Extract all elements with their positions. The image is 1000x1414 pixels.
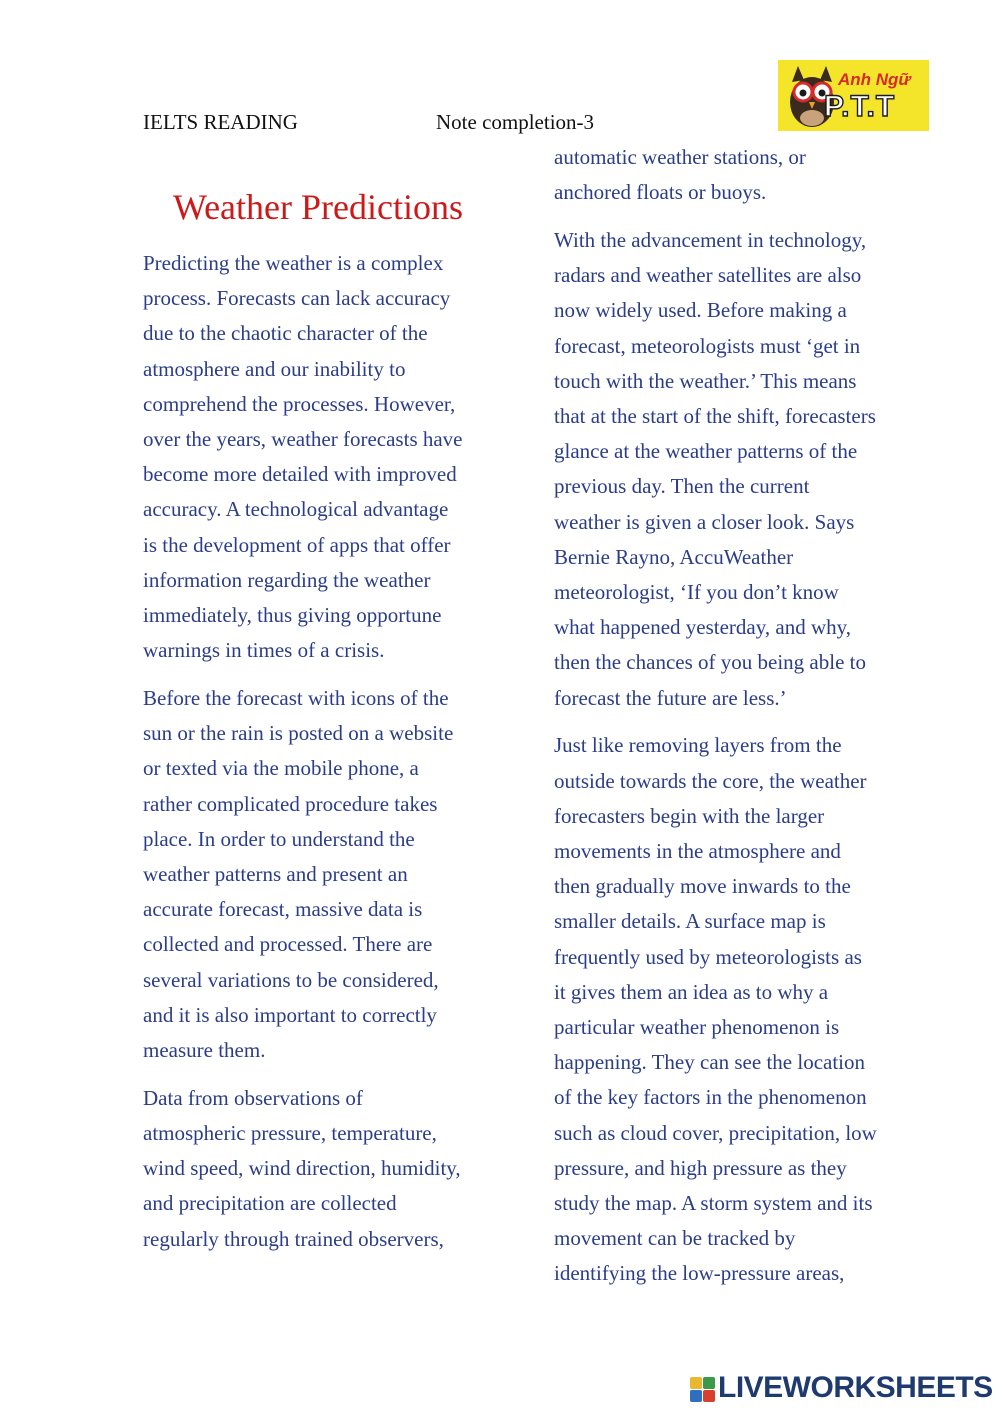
text-line: accurate forecast, massive data is	[143, 897, 423, 922]
liveworksheets-logo-icon	[690, 1375, 716, 1405]
text-line: rather complicated procedure takes	[143, 791, 438, 816]
text-line: or texted via the mobile phone, a	[143, 756, 419, 781]
paragraph	[554, 728, 914, 1291]
paragraph	[554, 223, 914, 716]
logo-bottom-text: P.T.T	[824, 90, 896, 123]
paragraph	[554, 140, 914, 210]
text-line: weather is given a closer look. Says	[554, 509, 855, 534]
text-line: it gives them an idea as to why a	[554, 979, 829, 1004]
text-line: movement can be tracked by	[554, 1226, 796, 1251]
text-line: Before the forecast with icons of the	[143, 686, 449, 711]
logo-top-text: Anh Ngữ	[838, 70, 911, 89]
school-logo	[778, 60, 929, 131]
text-line: identifying the low-pressure areas,	[554, 1261, 845, 1286]
text-line: of the key factors in the phenomenon	[554, 1085, 867, 1110]
text-line: Bernie Rayno, AccuWeather	[554, 544, 794, 569]
paragraph	[143, 681, 498, 1068]
text-line: over the years, weather forecasts have	[143, 427, 463, 452]
text-line: forecasters begin with the larger	[554, 803, 825, 828]
text-line: Data from observations of	[143, 1085, 363, 1110]
text-line: information regarding the weather	[143, 567, 431, 592]
text-line: anchored floats or buoys.	[554, 180, 767, 205]
text-line: and precipitation are collected	[143, 1191, 397, 1216]
text-line: then gradually move inwards to the	[554, 874, 851, 899]
text-line: meteorologist, ‘If you don’t know	[554, 580, 839, 605]
text-line: immediately, thus giving opportune	[143, 603, 442, 628]
text-line: study the map. A storm system and its	[554, 1191, 873, 1216]
text-line: several variations to be considered,	[143, 967, 439, 992]
text-line: regularly through trained observers,	[143, 1226, 444, 1251]
text-line: place. In order to understand the	[143, 826, 415, 851]
header-section-label: IELTS READING	[143, 110, 298, 134]
text-line: wind speed, wind direction, humidity,	[143, 1156, 461, 1181]
text-line: then the chances of you being able to	[554, 650, 866, 675]
text-line: collected and processed. There are	[143, 932, 433, 957]
text-line: and it is also important to correctly	[143, 1002, 437, 1027]
text-line: glance at the weather patterns of the	[554, 439, 858, 464]
text-line: atmosphere and our inability to	[143, 356, 406, 381]
paragraph	[143, 1081, 498, 1257]
text-line: what happened yesterday, and why,	[554, 615, 852, 640]
text-line: With the advancement in technology,	[554, 228, 867, 252]
text-line: frequently used by meteorologists as	[554, 944, 862, 969]
text-line: smaller details. A surface map is	[554, 909, 826, 934]
text-line: happening. They can see the location	[554, 1050, 866, 1075]
text-line: pressure, and high pressure as they	[554, 1155, 847, 1180]
text-line: that at the start of the shift, forecasters	[554, 404, 876, 429]
text-line: radars and weather satellites are also	[554, 263, 862, 288]
paragraph	[143, 246, 498, 668]
text-line: touch with the weather.’ This means	[554, 368, 857, 393]
text-line: Predicting the weather is a complex	[143, 251, 444, 275]
text-line: forecast the future are less.’	[554, 685, 787, 710]
text-line: atmospheric pressure, temperature,	[143, 1121, 437, 1146]
text-line: such as cloud cover, precipitation, low	[554, 1120, 877, 1145]
text-line: due to the chaotic character of the	[143, 321, 428, 346]
text-line: become more detailed with improved	[143, 462, 457, 487]
text-line: now widely used. Before making a	[554, 298, 847, 323]
article-title: Weather Predictions	[172, 187, 463, 227]
text-line: particular weather phenomenon is	[554, 1015, 840, 1040]
text-line: movements in the atmosphere and	[554, 839, 841, 864]
text-line: Just like removing layers from the	[554, 733, 842, 758]
text-line: is the development of apps that offer	[143, 532, 451, 557]
left-column	[143, 246, 498, 1269]
header-task-label: Note completion-3	[436, 110, 595, 134]
text-line: comprehend the processes. However,	[143, 391, 456, 416]
text-line: measure them.	[143, 1038, 266, 1063]
text-line: weather patterns and present an	[143, 862, 408, 887]
right-column	[554, 140, 914, 1304]
text-line: automatic weather stations, or	[554, 145, 806, 169]
text-line: outside towards the core, the weather	[554, 768, 867, 793]
text-line: forecast, meteorologists must ‘get in	[554, 333, 861, 358]
liveworksheets-brand: LIVEWORKSHEETS	[718, 1371, 993, 1404]
text-line: process. Forecasts can lack accuracy	[143, 286, 451, 311]
text-line: sun or the rain is posted on a website	[143, 721, 454, 746]
text-line: accuracy. A technological advantage	[143, 497, 449, 522]
text-line: warnings in times of a crisis.	[143, 638, 385, 663]
text-line: previous day. Then the current	[554, 474, 810, 499]
